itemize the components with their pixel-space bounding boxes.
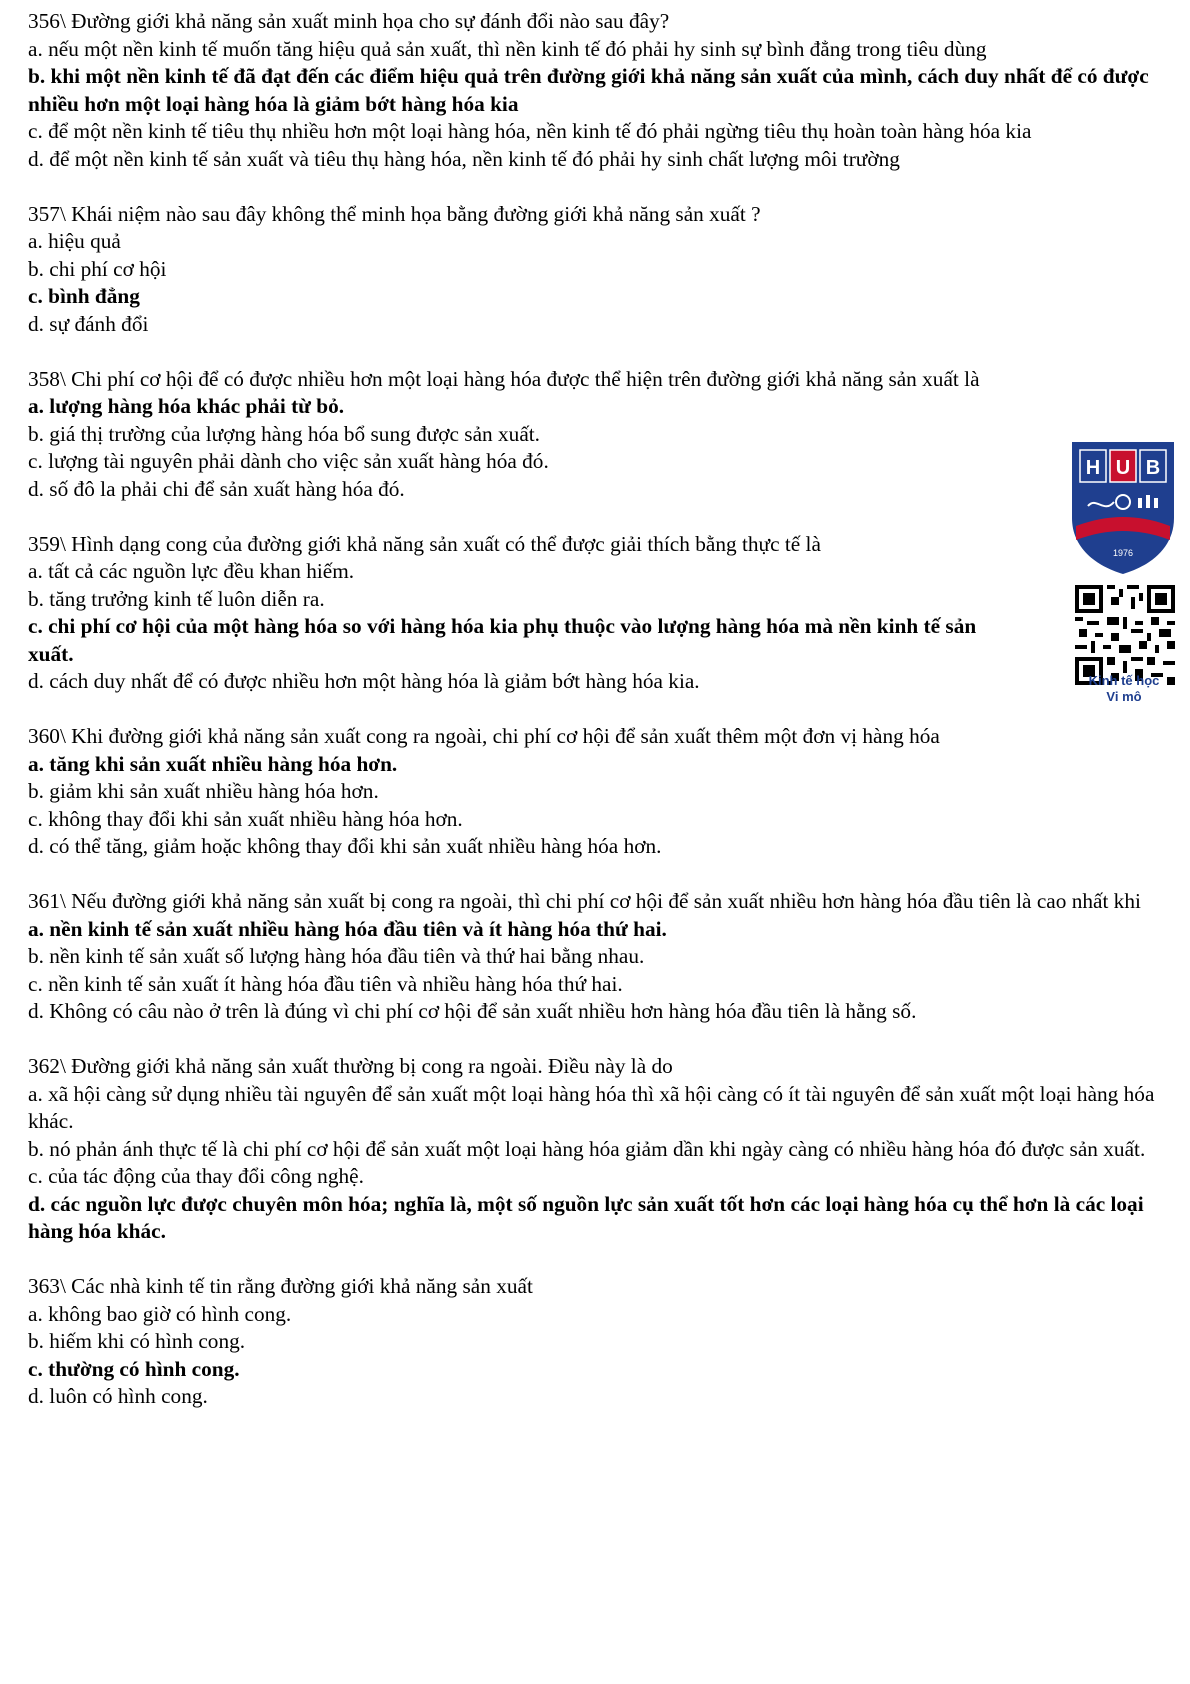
hub-shield-icon <box>1068 440 1178 576</box>
answer-option: b. nó phản ánh thực tế là chi phí cơ hội để sản xuất một loại hàng hóa giảm dần khi ngày càng có nhiều hàng hóa đó được sản xuất. <box>28 1136 1146 1161</box>
question-stem: 358\ Chi phí cơ hội để có được nhiều hơn một loại hàng hóa được thể hiện trên đường giới khả năng sản xuất là <box>28 366 980 391</box>
question-356 <box>28 8 1173 173</box>
answer-option: c. lượng tài nguyên phải dành cho việc sản xuất hàng hóa đó. <box>28 449 549 473</box>
question-358 <box>28 366 1173 504</box>
qr-code-icon <box>1075 585 1175 685</box>
answer-option-correct: a. nền kinh tế sản xuất nhiều hàng hóa đầu tiên và ít hàng hóa thứ hai. <box>28 916 667 941</box>
question-360 <box>28 723 1173 861</box>
question-stem: 356\ Đường giới khả năng sản xuất minh họa cho sự đánh đổi nào sau đây? <box>28 9 670 33</box>
answer-option-correct: b. khi một nền kinh tế đã đạt đến các điểm hiệu quả trên đường giới khả năng sản xuất của mình, cách duy nhất để có được nhiều hơn một loại hàng hóa là giảm bớt hàng hóa kia <box>28 64 1149 116</box>
logo-letter-u: U <box>1115 457 1131 479</box>
answer-option: c. nền kinh tế sản xuất ít hàng hóa đầu tiên và nhiều hàng hóa thứ hai. <box>28 971 623 996</box>
answer-option: c. để một nền kinh tế tiêu thụ nhiều hơn một loại hàng hóa, nền kinh tế đó phải ngừng tiêu thụ hoàn toàn hàng hóa kia <box>28 119 1032 143</box>
logo-letter-h: H <box>1085 457 1101 479</box>
question-359 <box>28 531 1173 696</box>
answer-option: a. không bao giờ có hình cong. <box>28 1301 292 1326</box>
answer-option: d. Không có câu nào ở trên là đúng vì chi phí cơ hội để sản xuất nhiều hơn hàng hóa đầu tiên là hằng số. <box>28 999 917 1023</box>
answer-option-correct: a. lượng hàng hóa khác phải từ bỏ. <box>28 394 345 418</box>
logo-caption-line2: Vi mô <box>1106 689 1142 704</box>
answer-option: a. hiệu quả <box>28 229 121 253</box>
answer-option: b. giảm khi sản xuất nhiều hàng hóa hơn. <box>28 779 379 803</box>
answer-option: b. nền kinh tế sản xuất số lượng hàng hóa đầu tiên và thứ hai bằng nhau. <box>28 944 645 968</box>
question-363 <box>28 1273 1173 1411</box>
answer-option-correct: a. tăng khi sản xuất nhiều hàng hóa hơn. <box>28 751 398 776</box>
answer-option: d. cách duy nhất để có được nhiều hơn một hàng hóa là giảm bớt hàng hóa kia. <box>28 669 700 693</box>
answer-option-correct: c. bình đẳng <box>28 284 140 308</box>
answer-option: b. chi phí cơ hội <box>28 256 167 281</box>
answer-option: b. tăng trưởng kinh tế luôn diễn ra. <box>28 586 325 611</box>
question-362 <box>28 1053 1173 1246</box>
question-stem: 357\ Khái niệm nào sau đây không thể minh họa bằng đường giới khả năng sản xuất ? <box>28 201 761 226</box>
answer-option: a. tất cả các nguồn lực đều khan hiếm. <box>28 559 355 583</box>
answer-option: b. hiếm khi có hình cong. <box>28 1329 246 1353</box>
hub-logo <box>1065 440 1183 702</box>
answer-option: a. nếu một nền kinh tế muốn tăng hiệu quả sản xuất, thì nền kinh tế đó phải hy sinh sự bình đẳng trong tiêu dùng <box>28 36 987 61</box>
document-page <box>28 8 1173 1438</box>
answer-option-correct: d. các nguồn lực được chuyên môn hóa; nghĩa là, một số nguồn lực sản xuất tốt hơn các loại hàng hóa cụ thể hơn là các loại hàng hóa khác. <box>28 1191 1144 1243</box>
question-stem: 360\ Khi đường giới khả năng sản xuất cong ra ngoài, chi phí cơ hội để sản xuất thêm một đơn vị hàng hóa <box>28 724 940 748</box>
question-357 <box>28 201 1173 339</box>
answer-option: c. không thay đổi khi sản xuất nhiều hàng hóa hơn. <box>28 806 463 831</box>
question-stem: 359\ Hình dạng cong của đường giới khả năng sản xuất có thể được giải thích bằng thực tế là <box>28 531 821 556</box>
answer-option-correct: c. chi phí cơ hội của một hàng hóa so với hàng hóa kia phụ thuộc vào lượng hàng hóa mà nền kinh tế sản xuất. <box>28 614 977 666</box>
question-stem: 361\ Nếu đường giới khả năng sản xuất bị cong ra ngoài, thì chi phí cơ hội để sản xuất nhiều hơn hàng hóa đầu tiên là cao nhất khi <box>28 889 1141 913</box>
question-stem: 362\ Đường giới khả năng sản xuất thường bị cong ra ngoài. Điều này là do <box>28 1054 673 1078</box>
answer-option: d. có thể tăng, giảm hoặc không thay đổi khi sản xuất nhiều hàng hóa hơn. <box>28 834 662 858</box>
answer-option-correct: c. thường có hình cong. <box>28 1356 240 1381</box>
logo-caption-line1: Kinh tế học <box>1088 673 1160 688</box>
logo-year: 1976 <box>1112 548 1134 558</box>
answer-option: d. luôn có hình cong. <box>28 1384 208 1408</box>
question-stem: 363\ Các nhà kinh tế tin rằng đường giới khả năng sản xuất <box>28 1274 533 1298</box>
answer-option: c. của tác động của thay đổi công nghệ. <box>28 1164 364 1188</box>
answer-option: a. xã hội càng sử dụng nhiều tài nguyên để sản xuất một loại hàng hóa thì xã hội càng có ít tài nguyên để sản xuất một loại hàng hóa khác. <box>28 1081 1155 1133</box>
answer-option: d. số đô la phải chi để sản xuất hàng hóa đó. <box>28 476 405 501</box>
logo-caption <box>1065 673 1183 705</box>
answer-option: d. để một nền kinh tế sản xuất và tiêu thụ hàng hóa, nền kinh tế đó phải hy sinh chất lượng môi trường <box>28 146 900 171</box>
answer-option: d. sự đánh đổi <box>28 311 149 336</box>
logo-letter-b: B <box>1145 457 1161 479</box>
question-361 <box>28 888 1173 1026</box>
answer-option: b. giá thị trường của lượng hàng hóa bổ sung được sản xuất. <box>28 421 541 446</box>
